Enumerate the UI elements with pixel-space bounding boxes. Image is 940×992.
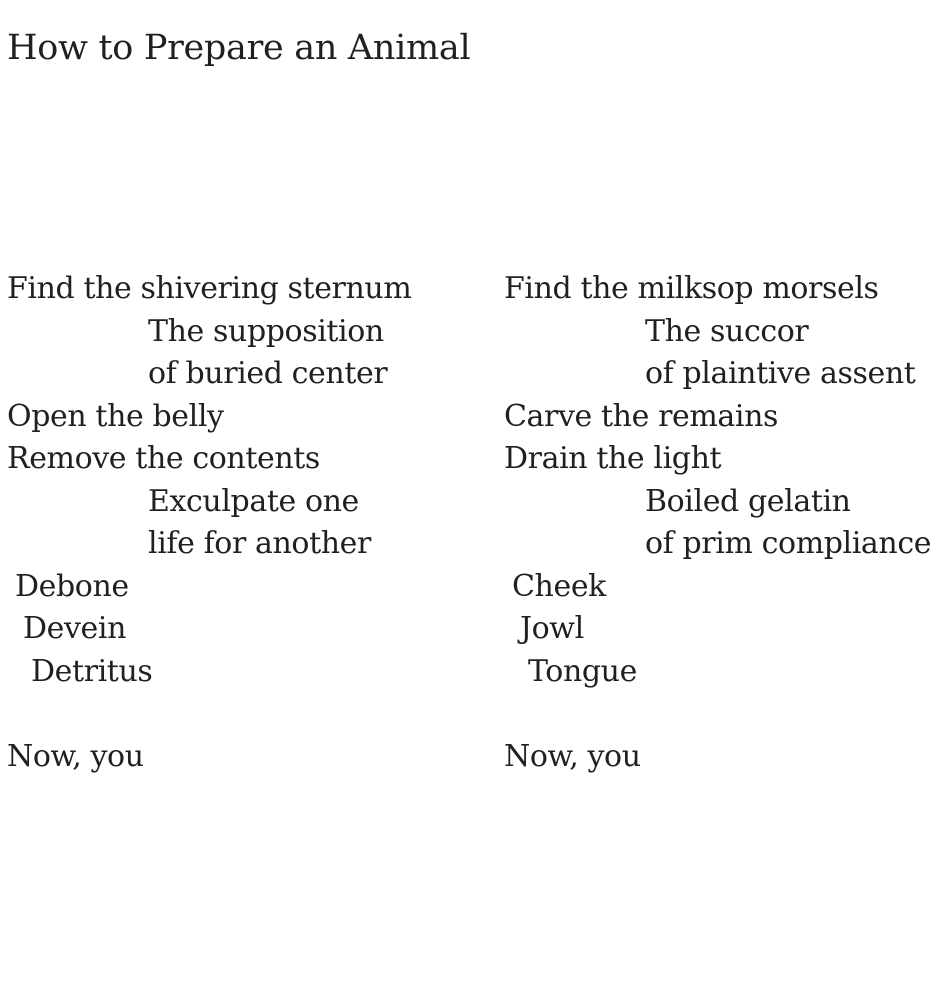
poem-line-indented: of plaintive assent [645, 356, 916, 391]
poem-line: Find the milksop morsels [504, 271, 879, 306]
poem-line: Remove the contents [7, 441, 320, 476]
poem-line-step-2: Devein [23, 611, 127, 646]
poem-line-indented: of prim compliance [645, 526, 932, 561]
poem-line: Carve the remains [504, 398, 779, 434]
poem-line-step-3: Tongue [528, 653, 637, 689]
poem-line: Open the belly [7, 398, 224, 434]
poem-closing-line: Now, you [504, 738, 641, 774]
poem-line-step-3: Detritus [31, 653, 153, 689]
right-stanza [504, 268, 934, 778]
poem-line-indented: life for another [148, 526, 371, 561]
poem-title: How to Prepare an Animal [7, 28, 471, 68]
poem-line-indented: Exculpate one [148, 483, 359, 519]
poem-line-indented: of buried center [148, 356, 388, 391]
poem-line-indented: The supposition [148, 313, 384, 349]
stanza-break [7, 693, 437, 736]
poem-line: Find the shivering sternum [7, 271, 412, 306]
poem-line-indented: The succor [645, 313, 809, 349]
poem-line-indented: Boiled gelatin [645, 483, 851, 519]
poem-line: Drain the light [504, 441, 722, 476]
poem-closing-line: Now, you [7, 738, 144, 774]
stanza-break [504, 693, 934, 736]
poem-line-step-2: Jowl [520, 611, 584, 646]
poem-line-step-1: Debone [15, 568, 129, 604]
left-stanza [7, 268, 437, 778]
poem-line-step-1: Cheek [512, 568, 606, 604]
